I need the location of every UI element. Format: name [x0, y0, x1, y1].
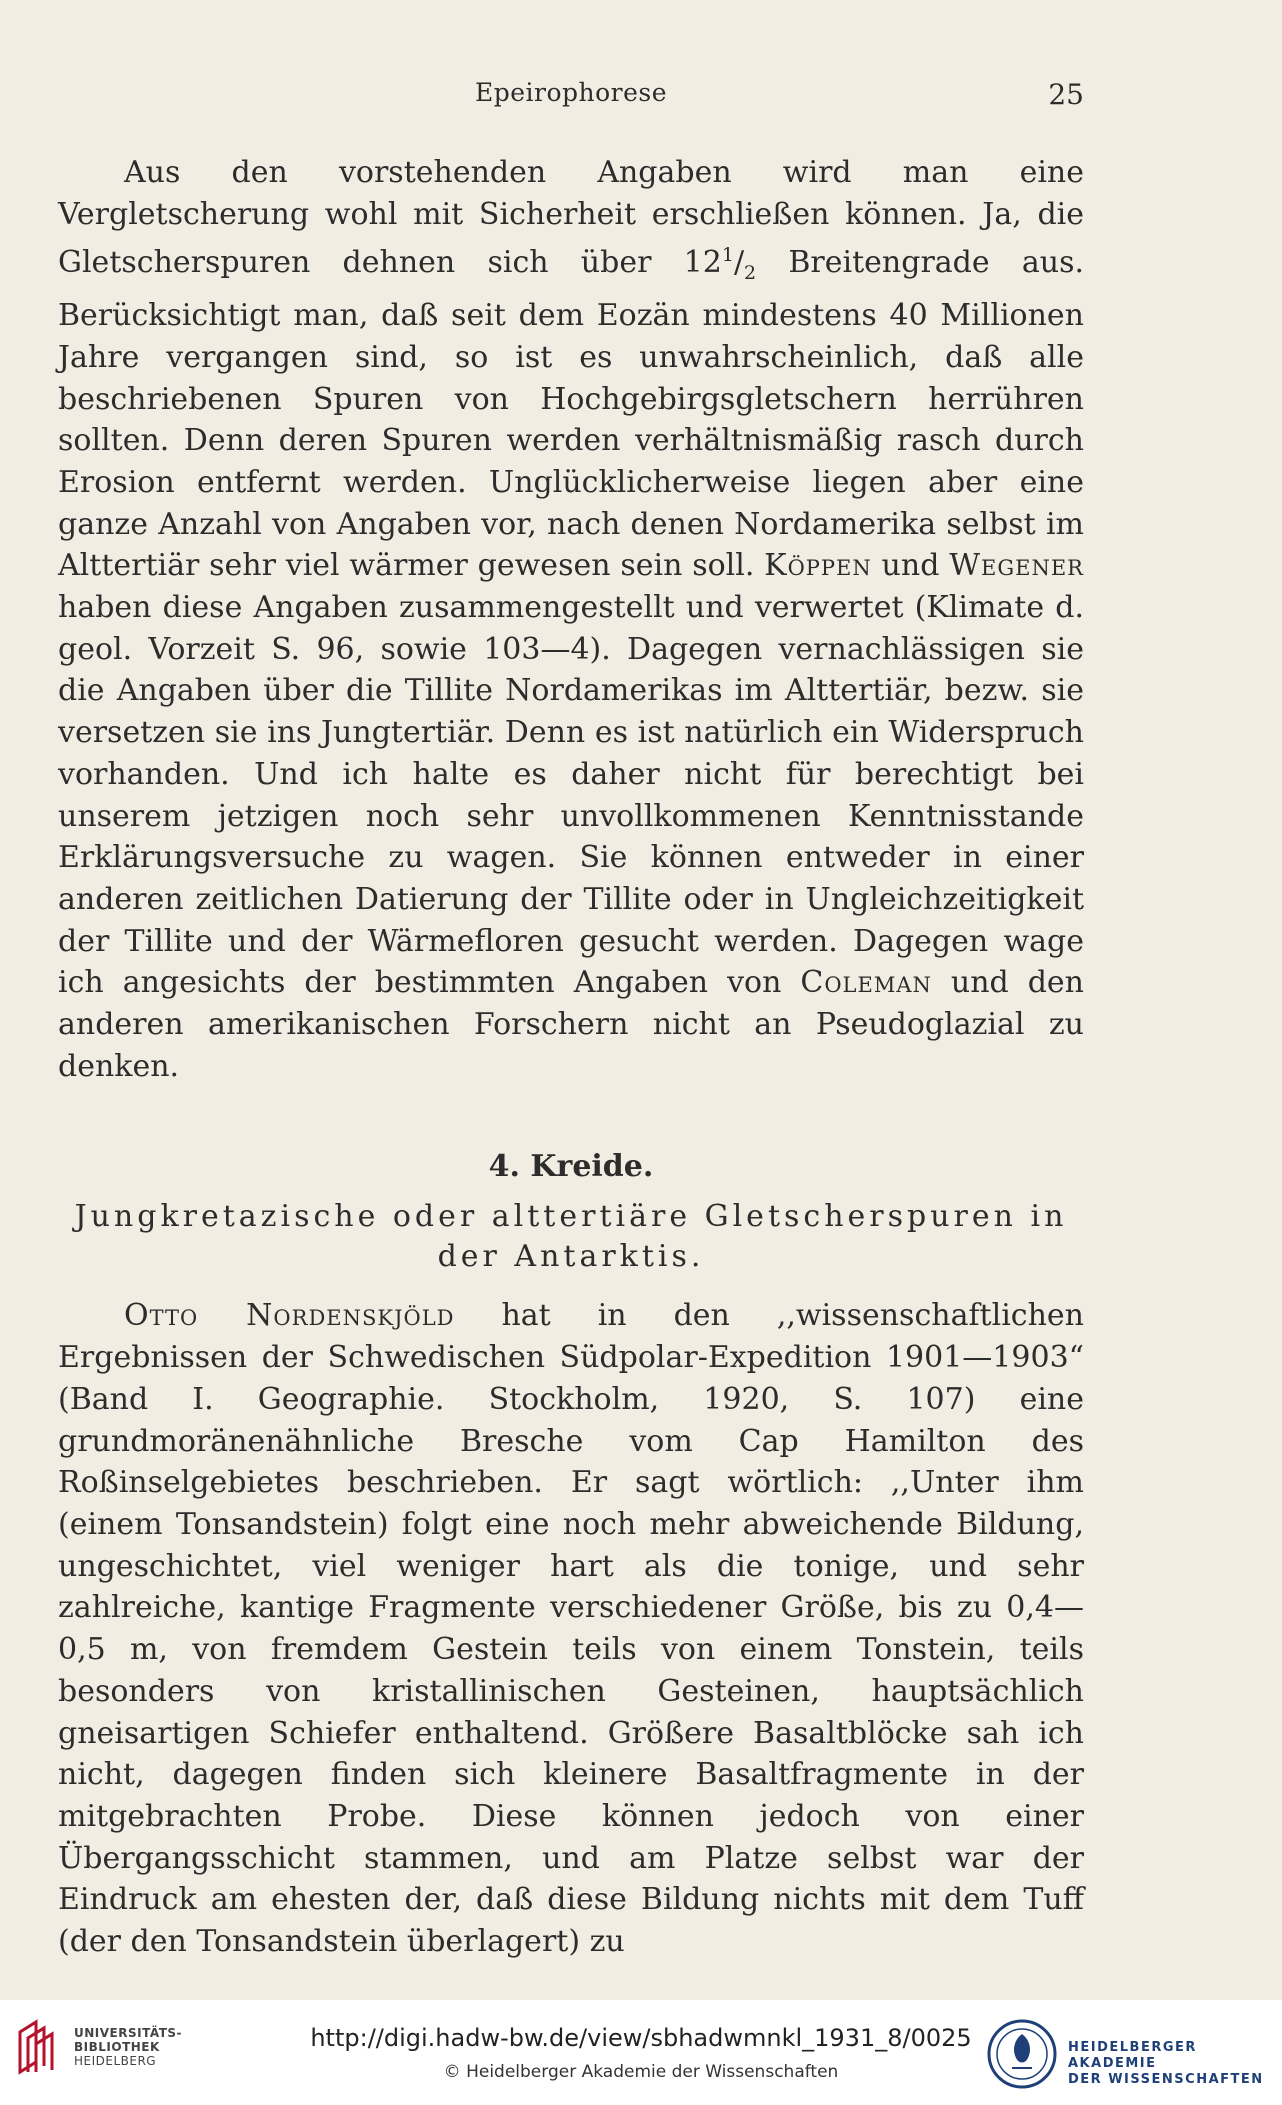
section-heading: 4. Kreide.	[488, 1149, 654, 1185]
library-name-line: HEIDELBERG	[74, 2054, 157, 2068]
author-name: Coleman	[800, 965, 932, 1001]
paragraph-text: haben diese Angaben zusammengestellt und verwertet (Klimate d. geol. Vorzeit S. 96, sowie 103—4). Dagegen vernachlässigen sie die Angaben über die Tillite Nordamerikas im Alttertiär, bezw. sie versetzen sie ins Jungtertiär. Denn es ist natürlich ein Widerspruch vorhanden. Und ich halte es daher nicht für berechtigt bei unserem jetzigen noch sehr unvollkommenen Kenntnisstande Erklärungsversuche zu wagen. Sie können entweder in einer anderen zeitlichen Datierung der Tillite oder in Ungleichzeitigkeit der Tillite und der Wärmefloren gesucht werden. Dagegen wage ich angesichts der bestimmten Angaben von	[58, 590, 1084, 1001]
academy-name	[1068, 2040, 1282, 2088]
paragraph-text: Breitengrade aus. Berücksichtigt man, daß seit dem Eozän mindestens 40 Millionen Jahre vergangen sind, so ist es unwahrscheinlich, daß alle beschriebenen Spuren von Hochgebirgsgletschern herrühren sollten. Denn deren Spuren werden verhältnismäßig rasch durch Erosion entfernt werden. Unglücklicherweise liegen aber eine ganze Anzahl von Angaben vor, nach denen Nordamerika selbst im Alttertiär sehr viel wärmer gewesen sein soll.	[58, 245, 1085, 584]
page-header	[58, 78, 1084, 118]
fraction-numerator: 1	[721, 244, 734, 267]
page-body	[58, 152, 1084, 1963]
paragraph-text: Aus den vorstehenden Angaben wird man eine Vergletscherung wohl mit Sicherheit erschließen können. Ja, die Gletscherspuren dehnen sich über 12	[58, 155, 1084, 281]
author-name: Otto Nordenskjöld	[124, 1298, 455, 1334]
paragraph-text: und den anderen amerikanischen Forschern nicht an Pseudoglazial zu denken.	[58, 965, 1084, 1084]
fraction-denominator: 2	[744, 262, 757, 285]
paragraph	[58, 1295, 1084, 1962]
paragraph-text: und	[871, 548, 950, 584]
section-subheading: Jungkretazische oder alttertiäre Gletscherspuren in der Antarktis.	[74, 1199, 1068, 1275]
page-number: 25	[1048, 78, 1084, 111]
source-url-link[interactable]: http://digi.hadw-bw.de/view/sbhadwmnkl_1931_8/0025	[310, 2024, 972, 2052]
academy-name-line: HEIDELBERGER AKADEMIE	[1068, 2040, 1197, 2071]
digitization-footer	[0, 2000, 1282, 2105]
academy-seal-icon	[986, 2018, 1058, 2090]
author-name: Wegener	[949, 548, 1084, 584]
copyright-notice: © Heidelberger Akademie der Wissenschaften	[443, 2062, 839, 2082]
paragraph-text: hat in den ,,wissenschaftlichen Ergebnissen der Schwedischen Südpolar-Expedition 1901—1903“ (Band I. Geographie. Stockholm, 1920, S. 107) eine grundmoränenähnliche Bresche vom Cap Hamilton des Roßinselgebietes beschrieben. Er sagt wörtlich: ,,Unter ihm (einem Tonsandstein) folgt eine noch mehr abweichende Bildung, ungeschichtet, viel weniger hart als die tonige, und sehr zahlreiche, kantige Fragmente verschiedener Größe, bis zu 0,4—0,5 m, von fremdem Gestein teils von einem Tonstein, teils besonders von kristallinischen Gesteinen, hauptsächlich gneisartigen Schiefer enthaltend. Größere Basaltblöcke sah ich nicht, dagegen finden sich kleinere Basaltfragmente in der mitgebrachten Probe. Diese können jedoch von einer Übergangsschicht stammen, und am Platze selbst war der Eindruck am ehesten der, daß diese Bildung nichts mit dem Tuff (der den Tonsandstein überlagert) zu	[58, 1298, 1085, 1960]
paragraph	[58, 152, 1084, 1087]
library-name-line: BIBLIOTHEK	[74, 2040, 160, 2054]
fraction-slash: /	[733, 245, 745, 281]
academy-name-line: DER WISSENSCHAFTEN	[1068, 2072, 1264, 2087]
running-header-title: Epeirophorese	[474, 78, 668, 107]
library-name-line: UNIVERSITÄTS-	[74, 2026, 183, 2040]
author-name: Köppen	[764, 548, 872, 584]
